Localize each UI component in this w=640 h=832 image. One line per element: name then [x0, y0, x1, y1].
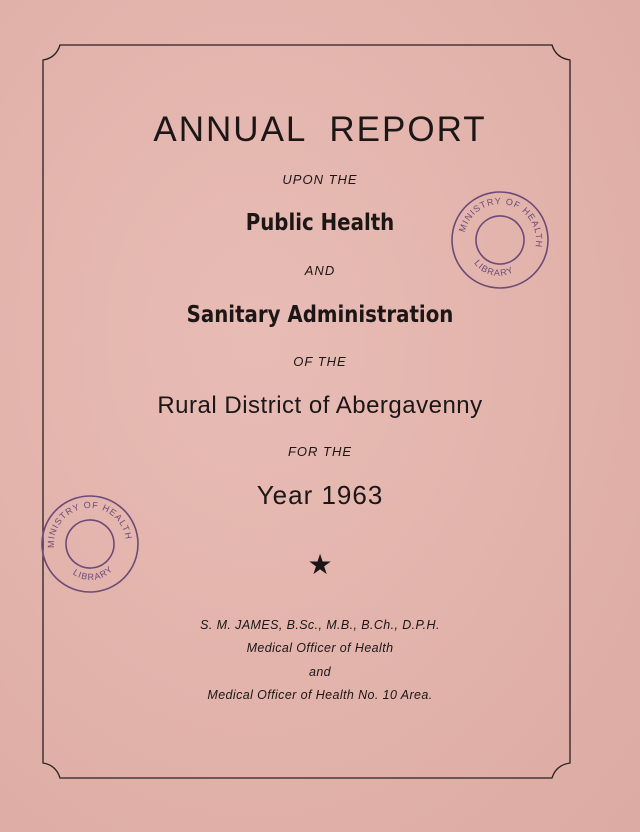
upon-the-text: UPON THE	[282, 172, 358, 187]
svg-text:MINISTRY OF HEALTH	[457, 188, 553, 250]
author-role-and: and	[308, 665, 332, 679]
report-title-word-2: REPORT	[329, 110, 487, 149]
report-year: Year 1963	[256, 480, 384, 510]
svg-text:MINISTRY OF HEALTH	[41, 495, 134, 549]
subject-sanitary-administration: Sanitary Administration	[186, 302, 454, 328]
stamp-top-text: MINISTRY OF HEALTH	[456, 195, 545, 249]
subject-public-health: Public Health	[245, 210, 395, 236]
library-stamp-icon	[33, 487, 147, 601]
svg-text:LIBRARY	[471, 257, 517, 282]
stamp-top-text: MINISTRY OF HEALTH	[45, 499, 134, 548]
report-title-word-1: ANNUAL	[153, 110, 308, 149]
stamp-bottom-text: LIBRARY	[71, 563, 115, 583]
svg-text:LIBRARY	[70, 563, 115, 584]
author-credit: S. M. JAMES, B.Sc., M.B., B.Ch., D.P.H.	[200, 618, 440, 632]
star-icon: ★	[307, 549, 333, 580]
library-stamp-icon	[438, 178, 561, 301]
for-the-text: FOR THE	[287, 444, 353, 459]
and-text: AND	[304, 263, 336, 278]
district-name: Rural District of Abergavenny	[157, 392, 483, 419]
author-role-1: Medical Officer of Health	[246, 641, 394, 655]
report-title	[0, 110, 640, 150]
stamp-bottom-text: LIBRARY	[472, 257, 516, 279]
of-the-text: OF THE	[293, 354, 347, 369]
author-role-2: Medical Officer of Health No. 10 Area.	[207, 688, 433, 702]
